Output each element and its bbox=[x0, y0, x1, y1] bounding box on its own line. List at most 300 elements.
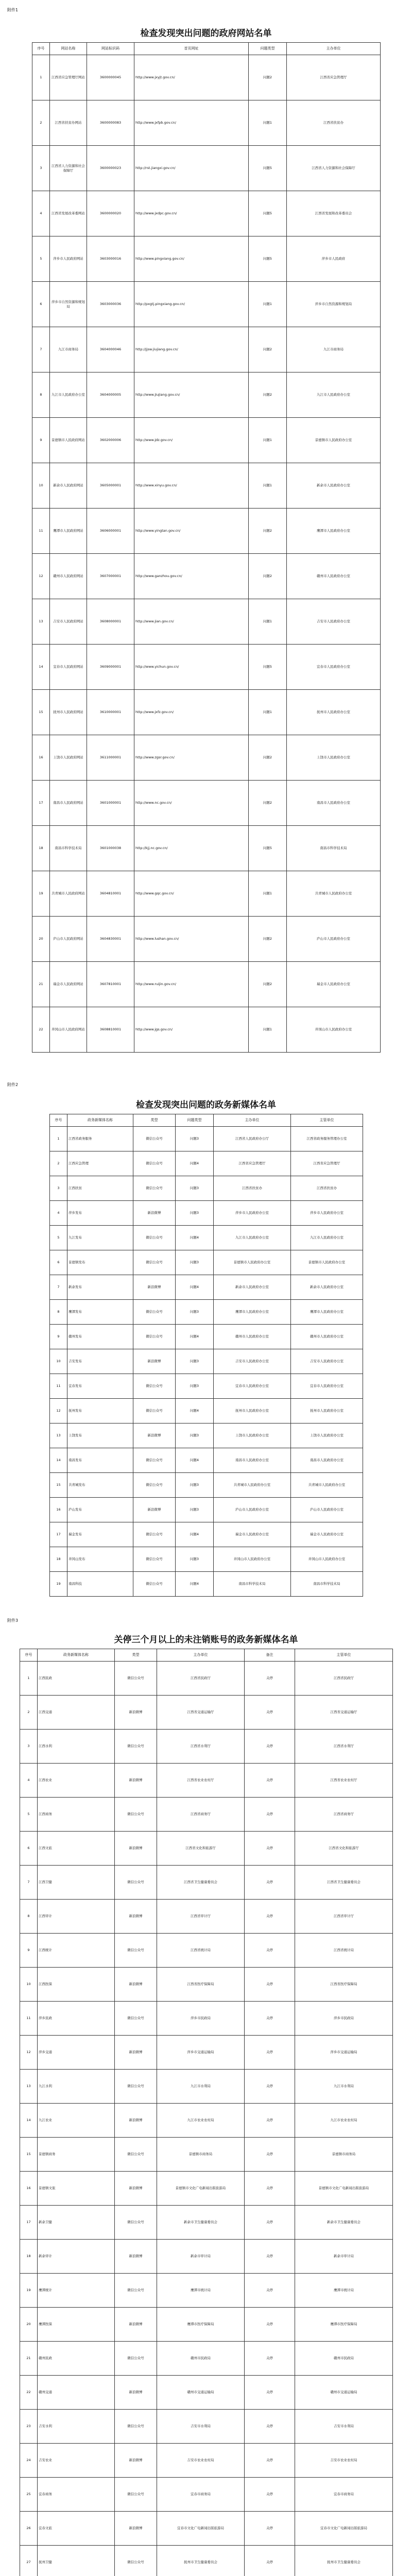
table-cell: 微信公众号 bbox=[115, 2274, 157, 2308]
column-header: 主办单位 bbox=[287, 43, 381, 55]
table-cell: 江西省医疗保障局 bbox=[295, 1968, 393, 2002]
table-cell: 九江市农业农村局 bbox=[295, 2104, 393, 2138]
table-cell: 抚州市卫生健康委员会 bbox=[295, 2546, 393, 2576]
table-row bbox=[50, 1547, 363, 1572]
column-header: 政务新媒体名称 bbox=[38, 1649, 115, 1662]
table-cell: 共青城市人民政府办公室 bbox=[214, 1473, 291, 1498]
table-cell: 19 bbox=[32, 871, 50, 917]
table-row bbox=[32, 826, 381, 871]
table-cell: 微信公众号 bbox=[115, 1866, 157, 1900]
table-cell: 萍乡发布 bbox=[67, 1201, 133, 1226]
table-cell: 鹰潭发布 bbox=[67, 1300, 133, 1325]
table-cell: 宜春市人民政府网站 bbox=[50, 645, 87, 690]
table-cell: 1 bbox=[50, 1127, 67, 1151]
table-cell: 江西省医疗保障局 bbox=[157, 1968, 245, 2002]
url-cell[interactable]: http://www.jgs.gov.cn/ bbox=[134, 1007, 249, 1053]
table-cell: 新浪微博 bbox=[115, 1900, 157, 1934]
table-cell: 新浪微博 bbox=[115, 1764, 157, 1798]
table-cell: 3601000001 bbox=[87, 781, 134, 826]
url-cell[interactable]: http://www.jxyjt.gov.cn/ bbox=[134, 55, 249, 100]
table-row bbox=[50, 1226, 363, 1250]
table-cell: 赣州市民政局 bbox=[295, 2342, 393, 2376]
table-cell: 关停 bbox=[245, 2036, 295, 2070]
table-cell: 微信公众号 bbox=[115, 2070, 157, 2104]
table-cell: 九江市商务局 bbox=[287, 327, 381, 372]
table-cell: 上饶发布 bbox=[67, 1423, 133, 1448]
table-cell: 鹰潭市统计局 bbox=[295, 2274, 393, 2308]
table-cell: 新余市人民政府网站 bbox=[50, 463, 87, 509]
table-cell: 问题2 bbox=[249, 509, 287, 554]
table-cell: 3600000023 bbox=[87, 146, 134, 191]
table-cell: 关停 bbox=[245, 2002, 295, 2036]
table-cell: 13 bbox=[32, 599, 50, 645]
table-cell: 九江市商务局 bbox=[50, 327, 87, 372]
table-cell: 吉安市人民政府办公室 bbox=[291, 1349, 363, 1374]
table-cell: 2 bbox=[50, 1151, 67, 1176]
table-cell: 萍乡民政 bbox=[38, 2002, 115, 2036]
table-cell: 井冈山市人民政府办公室 bbox=[291, 1547, 363, 1572]
table-cell: 微信公众号 bbox=[133, 1127, 176, 1151]
table-cell: 14 bbox=[20, 2104, 38, 2138]
table-cell: 井冈山市人民政府办公室 bbox=[287, 1007, 381, 1053]
table-cell: 江西省统计局 bbox=[295, 1934, 393, 1968]
table-row bbox=[50, 1423, 363, 1448]
table-cell: 问题1 bbox=[249, 599, 287, 645]
attachment-label: 附件2 bbox=[7, 1082, 19, 1087]
table-cell: 江西省民政厅 bbox=[295, 1662, 393, 1696]
table-cell: 21 bbox=[32, 962, 50, 1007]
table-cell: 问题3 bbox=[176, 1201, 214, 1226]
table-cell: 井冈山市人民政府办公室 bbox=[214, 1547, 291, 1572]
column-header: 政务新媒体名称 bbox=[67, 1114, 133, 1127]
table-cell: 新浪微博 bbox=[115, 2240, 157, 2274]
table-cell: 微信公众号 bbox=[133, 1226, 176, 1250]
url-cell[interactable]: http://www.jxfpb.gov.cn/ bbox=[134, 100, 249, 146]
table-cell: 鹰潭市人民政府办公室 bbox=[214, 1300, 291, 1325]
table-cell: 5 bbox=[20, 1798, 38, 1832]
table-cell: 微信公众号 bbox=[133, 1151, 176, 1176]
table-cell: 宜春市文化广电新闻出版旅游局 bbox=[295, 2512, 393, 2546]
url-cell[interactable]: http://www.jiujiang.gov.cn/ bbox=[134, 372, 249, 418]
url-cell[interactable]: http://www.zgsr.gov.cn/ bbox=[134, 735, 249, 781]
table-cell: 9 bbox=[20, 1934, 38, 1968]
table-cell: 14 bbox=[50, 1448, 67, 1473]
table-cell: 新余市审计局 bbox=[157, 2240, 245, 2274]
table-cell: 3604830001 bbox=[87, 917, 134, 962]
table-cell: 南昌市科学技术局 bbox=[214, 1572, 291, 1597]
table-cell: 赣州市交通运输局 bbox=[295, 2376, 393, 2410]
table-row bbox=[32, 463, 381, 509]
table-cell: 3610000001 bbox=[87, 690, 134, 735]
table-cell: 3605000001 bbox=[87, 463, 134, 509]
table-cell: 微信公众号 bbox=[115, 2410, 157, 2444]
table-cell: 关停 bbox=[245, 2172, 295, 2206]
table-cell: 江西省水利厅 bbox=[295, 1730, 393, 1764]
table-cell: 问题2 bbox=[249, 917, 287, 962]
table-cell: 问题1 bbox=[249, 282, 287, 327]
table-row bbox=[32, 146, 381, 191]
table-row bbox=[32, 55, 381, 100]
table-cell: 江西省政务服务 bbox=[67, 1127, 133, 1151]
table-row bbox=[20, 1968, 393, 2002]
table-cell: 新浪微博 bbox=[133, 1275, 176, 1300]
table-cell: 吉安市人民政府办公室 bbox=[214, 1349, 291, 1374]
table-cell: 萍乡市人民政府办公室 bbox=[214, 1201, 291, 1226]
table-cell: 庐山市人民政府网站 bbox=[50, 917, 87, 962]
table-cell: 3600000083 bbox=[87, 100, 134, 146]
table-cell: 19 bbox=[50, 1572, 67, 1597]
closed-accounts-table bbox=[20, 1649, 393, 2576]
table-cell: 九江市水利局 bbox=[157, 2070, 245, 2104]
table-cell: 抚州市人民政府网站 bbox=[50, 690, 87, 735]
table-cell: 江西应急管理 bbox=[67, 1151, 133, 1176]
table-cell: 微信公众号 bbox=[115, 2342, 157, 2376]
url-cell[interactable]: http://www.jian.gov.cn/ bbox=[134, 599, 249, 645]
table-cell: 江西省统计局 bbox=[157, 1934, 245, 1968]
column-header: 主办单位 bbox=[157, 1649, 245, 1662]
table-cell: 微信公众号 bbox=[115, 2546, 157, 2576]
table-cell: 22 bbox=[32, 1007, 50, 1053]
table-row bbox=[32, 599, 381, 645]
table-cell: 新余卫健 bbox=[38, 2206, 115, 2240]
table-cell: 问题3 bbox=[176, 1250, 214, 1275]
table-cell: 抚州市人民政府办公室 bbox=[214, 1399, 291, 1423]
table-cell: 18 bbox=[20, 2240, 38, 2274]
table-cell: 1 bbox=[20, 1662, 38, 1696]
table-cell: 微信公众号 bbox=[115, 1934, 157, 1968]
table-cell: 江西商务 bbox=[38, 1798, 115, 1832]
url-cell[interactable]: http://www.xinyu.gov.cn/ bbox=[134, 463, 249, 509]
url-cell[interactable]: http://www.yichun.gov.cn/ bbox=[134, 645, 249, 690]
table-cell: 萍乡交通 bbox=[38, 2036, 115, 2070]
url-cell[interactable]: http://www.ruijin.gov.cn/ bbox=[134, 962, 249, 1007]
table-row bbox=[20, 1866, 393, 1900]
table-cell: 关停 bbox=[245, 2444, 295, 2478]
column-header: 序号 bbox=[50, 1114, 67, 1127]
table-cell: 新浪微博 bbox=[115, 2512, 157, 2546]
table-cell: 宜春发布 bbox=[67, 1374, 133, 1399]
table-cell: 17 bbox=[20, 2206, 38, 2240]
table-row bbox=[32, 917, 381, 962]
url-cell[interactable]: http://www.gqc.gov.cn/ bbox=[134, 871, 249, 917]
table-cell: 5 bbox=[50, 1226, 67, 1250]
table-cell: 江西省审计厅 bbox=[295, 1900, 393, 1934]
table-cell: 8 bbox=[50, 1300, 67, 1325]
table-cell: 3604000005 bbox=[87, 372, 134, 418]
table-cell: 共青城市人民政府办公室 bbox=[291, 1473, 363, 1498]
table-row bbox=[20, 2342, 393, 2376]
table-cell: 微信公众号 bbox=[115, 1662, 157, 1696]
table-cell: 抚州发布 bbox=[67, 1399, 133, 1423]
table-cell: 微信公众号 bbox=[133, 1325, 176, 1349]
table-cell: 九江市人民政府办公室 bbox=[287, 372, 381, 418]
table-cell: 微信公众号 bbox=[115, 1730, 157, 1764]
table-cell: 问题2 bbox=[249, 372, 287, 418]
table-cell: 微信公众号 bbox=[133, 1176, 176, 1201]
table-cell: 20 bbox=[32, 917, 50, 962]
table-cell: 萍乡市民政局 bbox=[157, 2002, 245, 2036]
table-row bbox=[20, 2138, 393, 2172]
table-cell: 关停 bbox=[245, 2240, 295, 2274]
table-cell: 瑞金市人民政府办公室 bbox=[287, 962, 381, 1007]
table-cell: 新余市人民政府办公室 bbox=[287, 463, 381, 509]
url-cell[interactable]: http://rst.jiangxi.gov.cn/ bbox=[134, 146, 249, 191]
table-cell: 鹰潭市人民政府网站 bbox=[50, 509, 87, 554]
table-row bbox=[20, 2104, 393, 2138]
table-cell: 问题2 bbox=[249, 554, 287, 599]
url-cell[interactable]: http://www.jxdpc.gov.cn/ bbox=[134, 191, 249, 236]
url-cell[interactable]: http://kjj.nc.gov.cn/ bbox=[134, 826, 249, 871]
table-cell: 问题5 bbox=[249, 146, 287, 191]
table-cell: 景德镇市文化广电新闻出版旅游局 bbox=[295, 2172, 393, 2206]
url-cell[interactable]: http://pxgtj.pingxiang.gov.cn/ bbox=[134, 282, 249, 327]
table-cell: 21 bbox=[20, 2342, 38, 2376]
table-cell: 南昌发布 bbox=[67, 1448, 133, 1473]
table-cell: 微信公众号 bbox=[115, 1798, 157, 1832]
url-cell[interactable]: http://www.yingtan.gov.cn/ bbox=[134, 509, 249, 554]
new-media-table bbox=[49, 1114, 363, 1597]
url-cell[interactable]: http://www.nc.gov.cn/ bbox=[134, 781, 249, 826]
table-cell: 微信公众号 bbox=[133, 1399, 176, 1423]
table-cell: 九江发布 bbox=[67, 1226, 133, 1250]
table-cell: 共青城发布 bbox=[67, 1473, 133, 1498]
table-cell: 问题4 bbox=[176, 1448, 214, 1473]
table-cell: 瑞金市人民政府办公室 bbox=[214, 1522, 291, 1547]
table-cell: 庐山市人民政府办公室 bbox=[214, 1498, 291, 1522]
table-row bbox=[20, 2274, 393, 2308]
table-cell: 景德镇市人民政府办公室 bbox=[291, 1250, 363, 1275]
table-cell: 12 bbox=[50, 1399, 67, 1423]
table-cell: 新余市卫生健康委员会 bbox=[157, 2206, 245, 2240]
table-cell: 关停 bbox=[245, 2308, 295, 2342]
table-cell: 江西省应急管理厅 bbox=[287, 55, 381, 100]
table-cell: 关停 bbox=[245, 2274, 295, 2308]
table-cell: 问题5 bbox=[249, 826, 287, 871]
table-cell: 5 bbox=[32, 236, 50, 282]
table-cell: 庐山市人民政府办公室 bbox=[291, 1498, 363, 1522]
table-cell: 关停 bbox=[245, 1764, 295, 1798]
table-cell: 微信公众号 bbox=[133, 1547, 176, 1572]
table-row bbox=[50, 1572, 363, 1597]
table-cell: 九江市水利局 bbox=[295, 2070, 393, 2104]
table-cell: 问题5 bbox=[249, 645, 287, 690]
table-row bbox=[20, 1900, 393, 1934]
table-cell: 7 bbox=[32, 327, 50, 372]
table-cell: 3603000016 bbox=[87, 236, 134, 282]
table-cell: 新浪微博 bbox=[115, 2376, 157, 2410]
table-cell: 江西省交通运输厅 bbox=[157, 1696, 245, 1730]
column-header: 主管单位 bbox=[291, 1114, 363, 1127]
table-cell: 吉安市农业农村局 bbox=[295, 2444, 393, 2478]
column-header: 网站标识码 bbox=[87, 43, 134, 55]
table-row bbox=[20, 1764, 393, 1798]
table-cell: 问题1 bbox=[249, 100, 287, 146]
table-cell: 江西省审计厅 bbox=[157, 1900, 245, 1934]
table-row bbox=[32, 282, 381, 327]
table-cell: 宜春市人民政府办公室 bbox=[287, 645, 381, 690]
table-cell: 25 bbox=[20, 2478, 38, 2512]
table-row bbox=[50, 1127, 363, 1151]
url-cell[interactable]: http://www.jxfz.gov.cn/ bbox=[134, 690, 249, 735]
table-cell: 南昌科技 bbox=[67, 1572, 133, 1597]
table-cell: 27 bbox=[20, 2546, 38, 2576]
table-cell: 赣州市交通运输局 bbox=[157, 2376, 245, 2410]
table-cell: 江西省文化和旅游厅 bbox=[295, 1832, 393, 1866]
websites-table bbox=[32, 42, 381, 1053]
table-cell: 微信公众号 bbox=[133, 1522, 176, 1547]
table-row bbox=[50, 1151, 363, 1176]
table-cell: 微信公众号 bbox=[133, 1374, 176, 1399]
table-cell: 鹰潭市人民政府办公室 bbox=[291, 1300, 363, 1325]
table-cell: 抚州市卫生健康委员会 bbox=[157, 2546, 245, 2576]
table-cell: 抚州卫健 bbox=[38, 2546, 115, 2576]
document-title: 关停三个月以上的未注销账号的政务新媒体名单 bbox=[114, 1635, 298, 1645]
table-cell: 宜春市人民政府办公室 bbox=[214, 1374, 291, 1399]
table-cell: 微信公众号 bbox=[133, 1448, 176, 1473]
table-cell: 新余审计 bbox=[38, 2240, 115, 2274]
table-cell: 南昌市科学技术局 bbox=[50, 826, 87, 871]
table-cell: 关停 bbox=[245, 1662, 295, 1696]
table-cell: 17 bbox=[32, 781, 50, 826]
table-cell: 萍乡市自然资源和规划局 bbox=[287, 282, 381, 327]
table-cell: 新余市人民政府办公室 bbox=[291, 1275, 363, 1300]
table-cell: 问题3 bbox=[176, 1176, 214, 1201]
table-cell: 九江市人民政府办公室 bbox=[291, 1226, 363, 1250]
table-row bbox=[20, 2478, 393, 2512]
table-row bbox=[32, 1007, 381, 1053]
table-cell: 12 bbox=[20, 2036, 38, 2070]
table-cell: 江西省文化和旅游厅 bbox=[157, 1832, 245, 1866]
table-cell: 关停 bbox=[245, 1900, 295, 1934]
table-cell: 3607810001 bbox=[87, 962, 134, 1007]
table-cell: 江西省商务厅 bbox=[157, 1798, 245, 1832]
table-cell: 15 bbox=[32, 690, 50, 735]
table-cell: 3600000020 bbox=[87, 191, 134, 236]
table-cell: 吉安市水利局 bbox=[157, 2410, 245, 2444]
table-cell: 赣州民政 bbox=[38, 2342, 115, 2376]
table-cell: 江西省人力资源和社会保障厅 bbox=[50, 146, 87, 191]
table-cell: 南昌市科学技术局 bbox=[291, 1572, 363, 1597]
table-cell: 九江市人民政府办公室 bbox=[50, 372, 87, 418]
table-row bbox=[20, 2546, 393, 2576]
table-cell: 江西省发展改革委网站 bbox=[50, 191, 87, 236]
table-cell: 宜春市商务局 bbox=[157, 2478, 245, 2512]
table-cell: 宜春文旅 bbox=[38, 2512, 115, 2546]
table-cell: 上饶市人民政府办公室 bbox=[214, 1423, 291, 1448]
table-cell: 3608000001 bbox=[87, 599, 134, 645]
table-cell: 微信公众号 bbox=[115, 2206, 157, 2240]
attachment-label: 附件3 bbox=[7, 1618, 19, 1623]
table-cell: 问题3 bbox=[176, 1547, 214, 1572]
table-cell: 问题4 bbox=[176, 1572, 214, 1597]
table-cell: 19 bbox=[20, 2274, 38, 2308]
table-cell: 景德镇市商务局 bbox=[295, 2138, 393, 2172]
table-header-row bbox=[50, 1114, 363, 1127]
table-cell: 11 bbox=[32, 509, 50, 554]
url-cell[interactable]: http://jjsw.jiujiang.gov.cn/ bbox=[134, 327, 249, 372]
table-cell: 关停 bbox=[245, 2104, 295, 2138]
table-cell: 上饶市人民政府网站 bbox=[50, 735, 87, 781]
table-cell: 赣州市人民政府办公室 bbox=[291, 1325, 363, 1349]
table-cell: 4 bbox=[20, 1764, 38, 1798]
table-cell: 3609000001 bbox=[87, 645, 134, 690]
table-header-row bbox=[32, 43, 381, 55]
table-cell: 江西民政 bbox=[38, 1662, 115, 1696]
table-cell: 问题4 bbox=[176, 1226, 214, 1250]
table-cell: 13 bbox=[50, 1423, 67, 1448]
url-cell[interactable]: http://www.pingxiang.gov.cn/ bbox=[134, 236, 249, 282]
table-row bbox=[32, 100, 381, 146]
url-cell[interactable]: http://www.lushan.gov.cn/ bbox=[134, 917, 249, 962]
table-cell: 江西医保 bbox=[38, 1968, 115, 2002]
table-cell: 问题3 bbox=[176, 1473, 214, 1498]
table-cell: 景德镇发布 bbox=[67, 1250, 133, 1275]
url-cell[interactable]: http://www.ganzhou.gov.cn/ bbox=[134, 554, 249, 599]
table-cell: 新浪微博 bbox=[115, 1968, 157, 2002]
table-cell: 新余发布 bbox=[67, 1275, 133, 1300]
table-cell: 问题1 bbox=[249, 1007, 287, 1053]
table-cell: 问题2 bbox=[249, 781, 287, 826]
table-cell: 10 bbox=[32, 463, 50, 509]
table-cell: 鹰潭医保 bbox=[38, 2308, 115, 2342]
table-cell: 3604000046 bbox=[87, 327, 134, 372]
table-cell: 7 bbox=[50, 1275, 67, 1300]
table-cell: 吉安市农业农村局 bbox=[157, 2444, 245, 2478]
table-cell: 4 bbox=[32, 191, 50, 236]
table-cell: 3607000001 bbox=[87, 554, 134, 599]
table-cell: 7 bbox=[20, 1866, 38, 1900]
table-cell: 2 bbox=[32, 100, 50, 146]
table-cell: 关停 bbox=[245, 1730, 295, 1764]
table-cell: 关停 bbox=[245, 1696, 295, 1730]
table-cell: 9 bbox=[32, 418, 50, 463]
table-cell: 关停 bbox=[245, 1968, 295, 2002]
table-row bbox=[32, 191, 381, 236]
table-cell: 南昌市科学技术局 bbox=[287, 826, 381, 871]
table-cell: 16 bbox=[32, 735, 50, 781]
table-cell: 新浪微博 bbox=[115, 1832, 157, 1866]
table-row bbox=[32, 645, 381, 690]
table-cell: 宜春市商务局 bbox=[295, 2478, 393, 2512]
table-cell: 江西交通 bbox=[38, 1696, 115, 1730]
table-cell: 微信公众号 bbox=[133, 1250, 176, 1275]
table-cell: 10 bbox=[20, 1968, 38, 2002]
table-row bbox=[20, 1832, 393, 1866]
url-cell[interactable]: http://www.jdz.gov.cn/ bbox=[134, 418, 249, 463]
table-cell: 鹰潭市统计局 bbox=[157, 2274, 245, 2308]
table-cell: 关停 bbox=[245, 1798, 295, 1832]
table-row bbox=[20, 2444, 393, 2478]
table-cell: 3 bbox=[50, 1176, 67, 1201]
table-cell: 赣州交通 bbox=[38, 2376, 115, 2410]
table-cell: 九江水利 bbox=[38, 2070, 115, 2104]
table-cell: 3602000006 bbox=[87, 418, 134, 463]
table-header-row bbox=[20, 1649, 393, 1662]
table-row bbox=[20, 2070, 393, 2104]
table-cell: 1 bbox=[32, 55, 50, 100]
table-cell: 江西文旅 bbox=[38, 1832, 115, 1866]
table-cell: 问题2 bbox=[249, 327, 287, 372]
table-cell: 10 bbox=[50, 1349, 67, 1374]
table-cell: 宜春市人民政府办公室 bbox=[291, 1374, 363, 1399]
table-cell: 16 bbox=[20, 2172, 38, 2206]
table-cell: 庐山市人民政府办公室 bbox=[287, 917, 381, 962]
table-cell: 吉安发布 bbox=[67, 1349, 133, 1374]
table-row bbox=[50, 1250, 363, 1275]
table-cell: 上饶市人民政府办公室 bbox=[287, 735, 381, 781]
table-cell: 江西省应急管理厅网站 bbox=[50, 55, 87, 100]
table-row bbox=[20, 1662, 393, 1696]
